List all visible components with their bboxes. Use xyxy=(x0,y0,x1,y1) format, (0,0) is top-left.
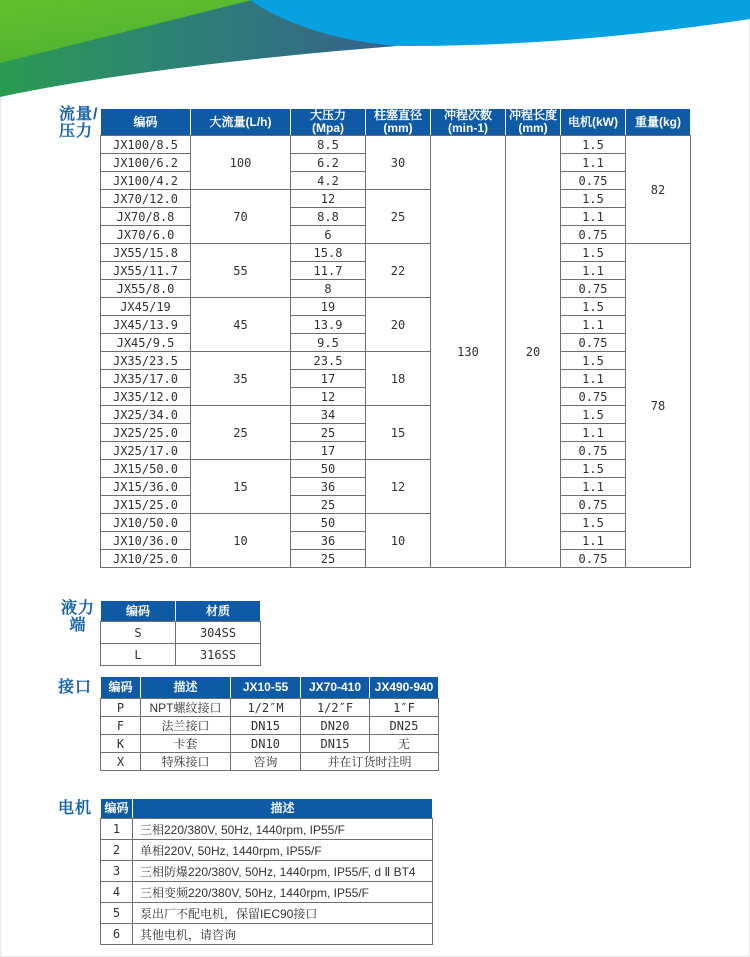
table-cell: DN15 xyxy=(301,735,370,753)
hydraulic-end-label-line1: 液力 xyxy=(60,600,95,617)
pressure-cell: 19 xyxy=(291,298,366,316)
table-cell: K xyxy=(101,735,141,753)
table-cell: 三相防爆220/380V, 50Hz, 1440rpm, IP55/F, d Ⅱ BT4 xyxy=(133,861,433,882)
motor-power-cell: 1.1 xyxy=(561,532,626,550)
pressure-cell: 8.8 xyxy=(291,208,366,226)
code-cell: JX25/17.0 xyxy=(101,442,191,460)
code-cell: JX10/50.0 xyxy=(101,514,191,532)
pressure-cell: 6 xyxy=(291,226,366,244)
header-banner xyxy=(0,0,750,100)
hydraulic-end-label-line2: 端 xyxy=(69,617,87,634)
motor-power-cell: 1.1 xyxy=(561,262,626,280)
pressure-cell: 25 xyxy=(291,424,366,442)
column-header: 编码 xyxy=(101,109,191,136)
code-cell: JX45/13.9 xyxy=(101,316,191,334)
flow-cell: 35 xyxy=(191,352,291,406)
table-cell: DN20 xyxy=(301,717,370,735)
spec-row xyxy=(101,136,691,154)
flow-cell: 55 xyxy=(191,244,291,298)
column-header: 材质 xyxy=(176,601,261,622)
weight-cell: 78 xyxy=(626,244,691,568)
flow-pressure-label-line2: 压力 xyxy=(59,123,94,140)
table-cell: 法兰接口 xyxy=(141,717,231,735)
flow-cell: 15 xyxy=(191,460,291,514)
motor-table xyxy=(100,798,433,945)
pressure-cell: 8.5 xyxy=(291,136,366,154)
motor-power-cell: 1.1 xyxy=(561,316,626,334)
table-cell: X xyxy=(101,753,141,771)
code-cell: JX100/8.5 xyxy=(101,136,191,154)
table-cell: 6 xyxy=(101,924,133,945)
interface-table xyxy=(100,676,439,771)
table-cell: S xyxy=(101,622,176,644)
motor-power-cell: 1.1 xyxy=(561,478,626,496)
column-header: 编码 xyxy=(101,677,141,699)
column-header: 冲程长度 (mm) xyxy=(506,109,561,136)
column-header: JX70-410 xyxy=(301,677,370,699)
motor-power-cell: 1.5 xyxy=(561,190,626,208)
table-cell: 3 xyxy=(101,861,133,882)
code-cell: JX25/25.0 xyxy=(101,424,191,442)
motor-power-cell: 1.1 xyxy=(561,370,626,388)
pressure-cell: 12 xyxy=(291,388,366,406)
flow-cell: 45 xyxy=(191,298,291,352)
code-cell: JX15/36.0 xyxy=(101,478,191,496)
pressure-cell: 25 xyxy=(291,550,366,568)
plunger-diameter-cell: 12 xyxy=(366,460,431,514)
code-cell: JX70/6.0 xyxy=(101,226,191,244)
header-row xyxy=(101,799,433,819)
column-header: 大压力 (Mpa) xyxy=(291,109,366,136)
table-row xyxy=(101,644,261,666)
table-cell: 304SS xyxy=(176,622,261,644)
spec-row xyxy=(101,514,691,532)
spec-row xyxy=(101,406,691,424)
motor-label: 电机 xyxy=(58,800,93,817)
spec-row xyxy=(101,244,691,262)
table-cell: 其他电机，请咨询 xyxy=(133,924,433,945)
code-cell: JX35/12.0 xyxy=(101,388,191,406)
code-cell: JX70/12.0 xyxy=(101,190,191,208)
table-row xyxy=(101,924,433,945)
table-cell: L xyxy=(101,644,176,666)
column-header: 编码 xyxy=(101,601,176,622)
flow-cell: 100 xyxy=(191,136,291,190)
flow-pressure-label-line1: 流量/ xyxy=(59,106,99,123)
code-cell: JX10/36.0 xyxy=(101,532,191,550)
code-cell: JX15/25.0 xyxy=(101,496,191,514)
pressure-cell: 11.7 xyxy=(291,262,366,280)
flow-cell: 70 xyxy=(191,190,291,244)
motor-power-cell: 0.75 xyxy=(561,388,626,406)
table-cell: 三相220/380V, 50Hz, 1440rpm, IP55/F xyxy=(133,819,433,840)
spec-row xyxy=(101,352,691,370)
table-row xyxy=(101,840,433,861)
code-cell: JX100/6.2 xyxy=(101,154,191,172)
pressure-cell: 50 xyxy=(291,460,366,478)
table-cell: 1/2″F xyxy=(301,699,370,717)
header-row xyxy=(101,601,261,622)
column-header: 编码 xyxy=(101,799,133,819)
header-row xyxy=(101,109,691,136)
header-row xyxy=(101,677,439,699)
table-cell: P xyxy=(101,699,141,717)
motor-power-cell: 1.5 xyxy=(561,514,626,532)
motor-power-cell: 1.1 xyxy=(561,154,626,172)
spec-row xyxy=(101,190,691,208)
table-cell: 卡套 xyxy=(141,735,231,753)
pressure-cell: 8 xyxy=(291,280,366,298)
motor-power-cell: 1.5 xyxy=(561,136,626,154)
pressure-cell: 12 xyxy=(291,190,366,208)
plunger-diameter-cell: 22 xyxy=(366,244,431,298)
pressure-cell: 36 xyxy=(291,478,366,496)
hydraulic-end-table xyxy=(100,600,261,666)
code-cell: JX45/9.5 xyxy=(101,334,191,352)
plunger-diameter-cell: 20 xyxy=(366,298,431,352)
code-cell: JX70/8.8 xyxy=(101,208,191,226)
pressure-cell: 15.8 xyxy=(291,244,366,262)
motor-power-cell: 0.75 xyxy=(561,334,626,352)
table-row xyxy=(101,699,439,717)
flow-cell: 10 xyxy=(191,514,291,568)
motor-power-cell: 0.75 xyxy=(561,172,626,190)
table-row xyxy=(101,882,433,903)
plunger-diameter-cell: 25 xyxy=(366,190,431,244)
motor-power-cell: 0.75 xyxy=(561,226,626,244)
table-cell: 单相220V, 50Hz, 1440rpm, IP55/F xyxy=(133,840,433,861)
spec-row xyxy=(101,298,691,316)
column-header: 重量(kg) xyxy=(626,109,691,136)
table-cell: 2 xyxy=(101,840,133,861)
table-cell: 咨询 xyxy=(231,753,301,771)
motor-power-cell: 0.75 xyxy=(561,280,626,298)
spec-row xyxy=(101,460,691,478)
pressure-cell: 50 xyxy=(291,514,366,532)
flow-cell: 25 xyxy=(191,406,291,460)
motor-power-cell: 1.5 xyxy=(561,460,626,478)
hydraulic-end-label xyxy=(58,600,98,634)
pressure-cell: 17 xyxy=(291,370,366,388)
column-header: 冲程次数 (min-1) xyxy=(431,109,506,136)
plunger-diameter-cell: 10 xyxy=(366,514,431,568)
table-cell: 316SS xyxy=(176,644,261,666)
column-header: 大流量(L/h) xyxy=(191,109,291,136)
table-cell: 1/2″M xyxy=(231,699,301,717)
table-row xyxy=(101,622,261,644)
code-cell: JX35/23.5 xyxy=(101,352,191,370)
motor-power-cell: 1.1 xyxy=(561,424,626,442)
table-cell: DN10 xyxy=(231,735,301,753)
motor-power-cell: 1.5 xyxy=(561,406,626,424)
motor-power-cell: 1.5 xyxy=(561,244,626,262)
code-cell: JX55/15.8 xyxy=(101,244,191,262)
plunger-diameter-cell: 30 xyxy=(366,136,431,190)
weight-cell: 82 xyxy=(626,136,691,244)
table-cell: F xyxy=(101,717,141,735)
interface-label: 接口 xyxy=(58,679,93,696)
pressure-cell: 34 xyxy=(291,406,366,424)
column-header: 描述 xyxy=(133,799,433,819)
table-cell: 泵出厂不配电机，保留IEC90接口 xyxy=(133,903,433,924)
pressure-cell: 13.9 xyxy=(291,316,366,334)
pressure-cell: 23.5 xyxy=(291,352,366,370)
table-cell: 无 xyxy=(370,735,439,753)
column-header: 描述 xyxy=(141,677,231,699)
stroke-length-cell: 20 xyxy=(506,136,561,568)
table-row xyxy=(101,819,433,840)
plunger-diameter-cell: 15 xyxy=(366,406,431,460)
table-cell: 并在订货时注明 xyxy=(301,753,439,771)
table-cell: 4 xyxy=(101,882,133,903)
table-row xyxy=(101,861,433,882)
code-cell: JX10/25.0 xyxy=(101,550,191,568)
code-cell: JX45/19 xyxy=(101,298,191,316)
motor-power-cell: 1.5 xyxy=(561,352,626,370)
code-cell: JX15/50.0 xyxy=(101,460,191,478)
plunger-diameter-cell: 18 xyxy=(366,352,431,406)
code-cell: JX100/4.2 xyxy=(101,172,191,190)
motor-power-cell: 1.5 xyxy=(561,298,626,316)
column-header: JX10-55 xyxy=(231,677,301,699)
motor-power-cell: 0.75 xyxy=(561,442,626,460)
table-row xyxy=(101,717,439,735)
pressure-cell: 25 xyxy=(291,496,366,514)
motor-power-cell: 1.1 xyxy=(561,208,626,226)
motor-power-cell: 0.75 xyxy=(561,550,626,568)
table-cell: 1″F xyxy=(370,699,439,717)
pressure-cell: 9.5 xyxy=(291,334,366,352)
flow-pressure-table xyxy=(100,108,691,568)
table-cell: DN25 xyxy=(370,717,439,735)
table-cell: 5 xyxy=(101,903,133,924)
table-cell: 1 xyxy=(101,819,133,840)
table-cell: NPT螺纹接口 xyxy=(141,699,231,717)
pressure-cell: 17 xyxy=(291,442,366,460)
code-cell: JX55/11.7 xyxy=(101,262,191,280)
code-cell: JX55/8.0 xyxy=(101,280,191,298)
table-row xyxy=(101,903,433,924)
motor-power-cell: 0.75 xyxy=(561,496,626,514)
pressure-cell: 36 xyxy=(291,532,366,550)
pressure-cell: 4.2 xyxy=(291,172,366,190)
stroke-frequency-cell: 130 xyxy=(431,136,506,568)
table-row xyxy=(101,735,439,753)
table-row xyxy=(101,753,439,771)
code-cell: JX35/17.0 xyxy=(101,370,191,388)
table-cell: DN15 xyxy=(231,717,301,735)
column-header: 柱塞直径 (mm) xyxy=(366,109,431,136)
column-header: 电机(kW) xyxy=(561,109,626,136)
flow-pressure-label xyxy=(59,106,98,140)
column-header: JX490-940 xyxy=(370,677,439,699)
code-cell: JX25/34.0 xyxy=(101,406,191,424)
table-cell: 三相变频220/380V, 50Hz, 1440rpm, IP55/F xyxy=(133,882,433,903)
table-cell: 特殊接口 xyxy=(141,753,231,771)
pressure-cell: 6.2 xyxy=(291,154,366,172)
